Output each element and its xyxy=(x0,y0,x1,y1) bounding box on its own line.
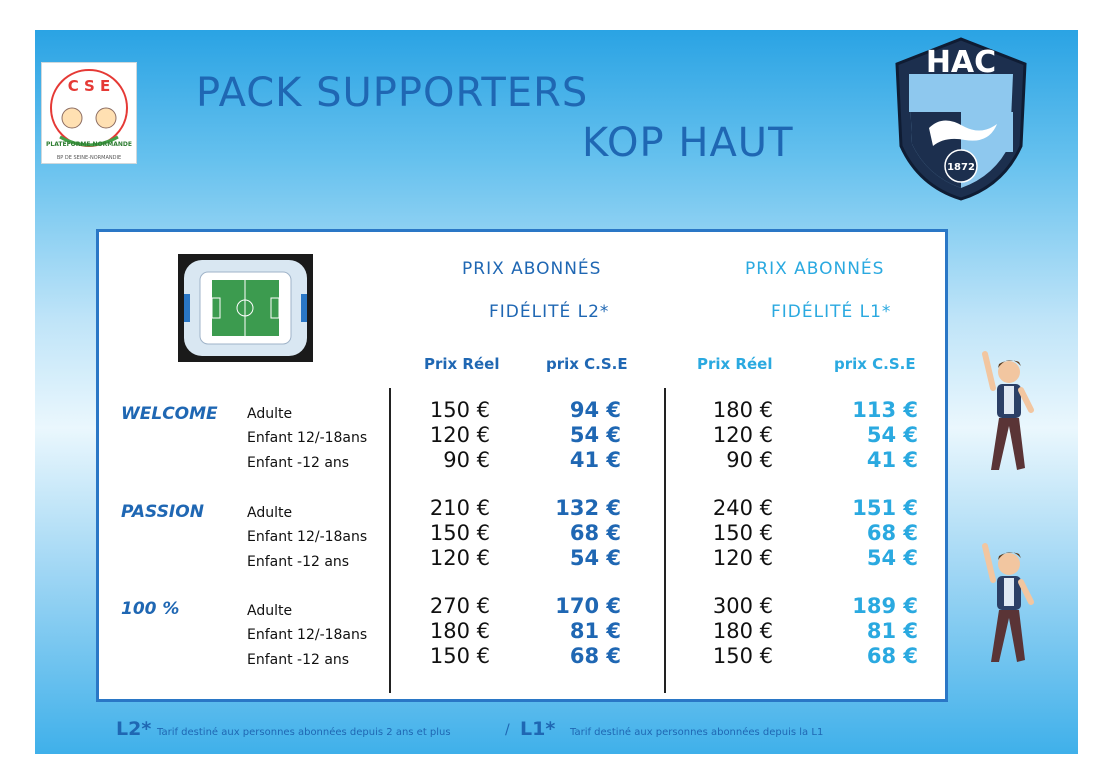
l2-real-price: 210 € xyxy=(429,496,490,520)
title-line-1: PACK SUPPORTERS xyxy=(196,70,589,116)
l2-cse-price: 81 € xyxy=(569,619,621,643)
l1-real-price: 180 € xyxy=(712,398,773,422)
category-label: Enfant -12 ans xyxy=(247,455,350,471)
l1-real-price: 180 € xyxy=(712,619,773,643)
l2-cse-price: 68 € xyxy=(569,521,621,545)
footer-l2-text: Tarif destiné aux personnes abonnées depuis 2 ans et plus xyxy=(157,727,451,738)
column-divider-right xyxy=(664,388,666,693)
hac-crest-year: 1872 xyxy=(947,162,975,173)
category-label: Enfant 12/-18ans xyxy=(247,627,368,643)
category-label: Enfant -12 ans xyxy=(247,554,350,570)
l2-cse-price: 68 € xyxy=(569,644,621,668)
title-line-2: KOP HAUT xyxy=(582,120,794,166)
pack-name-100: 100 % xyxy=(121,599,180,619)
l1-real-price: 90 € xyxy=(726,448,773,472)
stadium-map-icon xyxy=(178,254,313,362)
l2-cse-price: 170 € xyxy=(555,594,621,618)
l1-cse-price-header: prix C.S.E xyxy=(834,355,916,373)
cse-logo-subcaption: BP DE SEINE-NORMANDIE xyxy=(56,155,122,161)
l1-cse-price: 54 € xyxy=(866,546,918,570)
l1-real-price: 120 € xyxy=(712,546,773,570)
l2-cse-price: 41 € xyxy=(569,448,621,472)
l1-header-line-2: FIDÉLITÉ L1* xyxy=(771,302,892,322)
category-label: Enfant 12/-18ans xyxy=(247,430,368,446)
l2-real-price: 120 € xyxy=(429,423,490,447)
cse-logo xyxy=(41,62,137,164)
category-label: Adulte xyxy=(247,603,293,619)
column-divider-left xyxy=(389,388,391,693)
l2-real-price: 120 € xyxy=(429,546,490,570)
l2-real-price: 150 € xyxy=(429,521,490,545)
category-label: Adulte xyxy=(247,406,293,422)
hac-crest-name: HAC xyxy=(925,45,997,80)
l2-real-price: 180 € xyxy=(429,619,490,643)
cse-logo-letters: C S E xyxy=(67,77,111,95)
l2-cse-price: 54 € xyxy=(569,546,621,570)
l1-cse-price: 68 € xyxy=(866,644,918,668)
category-label: Enfant 12/-18ans xyxy=(247,529,368,545)
l1-real-price: 240 € xyxy=(712,496,773,520)
l1-real-price-header: Prix Réel xyxy=(697,355,773,373)
l1-cse-price: 189 € xyxy=(852,594,918,618)
l1-real-price: 300 € xyxy=(712,594,773,618)
l1-cse-price: 54 € xyxy=(866,423,918,447)
hac-club-crest xyxy=(893,36,1029,202)
l1-cse-price: 68 € xyxy=(866,521,918,545)
l2-real-price: 270 € xyxy=(429,594,490,618)
category-label: Enfant -12 ans xyxy=(247,652,350,668)
footer-l1-mark: L1* xyxy=(520,718,556,740)
l2-real-price: 150 € xyxy=(429,398,490,422)
l2-real-price: 150 € xyxy=(429,644,490,668)
cse-logo-caption: PLATEFORME NORMANDE xyxy=(45,141,133,148)
footer-separator: / xyxy=(505,722,510,738)
supporter-illustration-top xyxy=(977,348,1041,476)
l2-header-line-2: FIDÉLITÉ L2* xyxy=(489,302,610,322)
l2-cse-price: 132 € xyxy=(555,496,621,520)
l1-header-line-1: PRIX ABONNÉS xyxy=(745,259,885,279)
l1-cse-price: 41 € xyxy=(866,448,918,472)
l2-header-line-1: PRIX ABONNÉS xyxy=(462,259,602,279)
l1-cse-price: 81 € xyxy=(866,619,918,643)
l1-cse-price: 151 € xyxy=(852,496,918,520)
l2-real-price: 90 € xyxy=(443,448,490,472)
l2-cse-price-header: prix C.S.E xyxy=(546,355,628,373)
l2-cse-price: 94 € xyxy=(569,398,621,422)
l1-real-price: 120 € xyxy=(712,423,773,447)
l1-real-price: 150 € xyxy=(712,521,773,545)
pack-name-passion: PASSION xyxy=(121,502,204,522)
footer-l2-mark: L2* xyxy=(116,718,152,740)
pack-name-welcome: WELCOME xyxy=(121,404,218,424)
l1-real-price: 150 € xyxy=(712,644,773,668)
l1-cse-price: 113 € xyxy=(852,398,918,422)
l2-cse-price: 54 € xyxy=(569,423,621,447)
footer-l1-text: Tarif destiné aux personnes abonnées depuis la L1 xyxy=(570,727,824,738)
l2-real-price-header: Prix Réel xyxy=(424,355,500,373)
category-label: Adulte xyxy=(247,505,293,521)
supporter-illustration-bottom xyxy=(977,540,1041,668)
